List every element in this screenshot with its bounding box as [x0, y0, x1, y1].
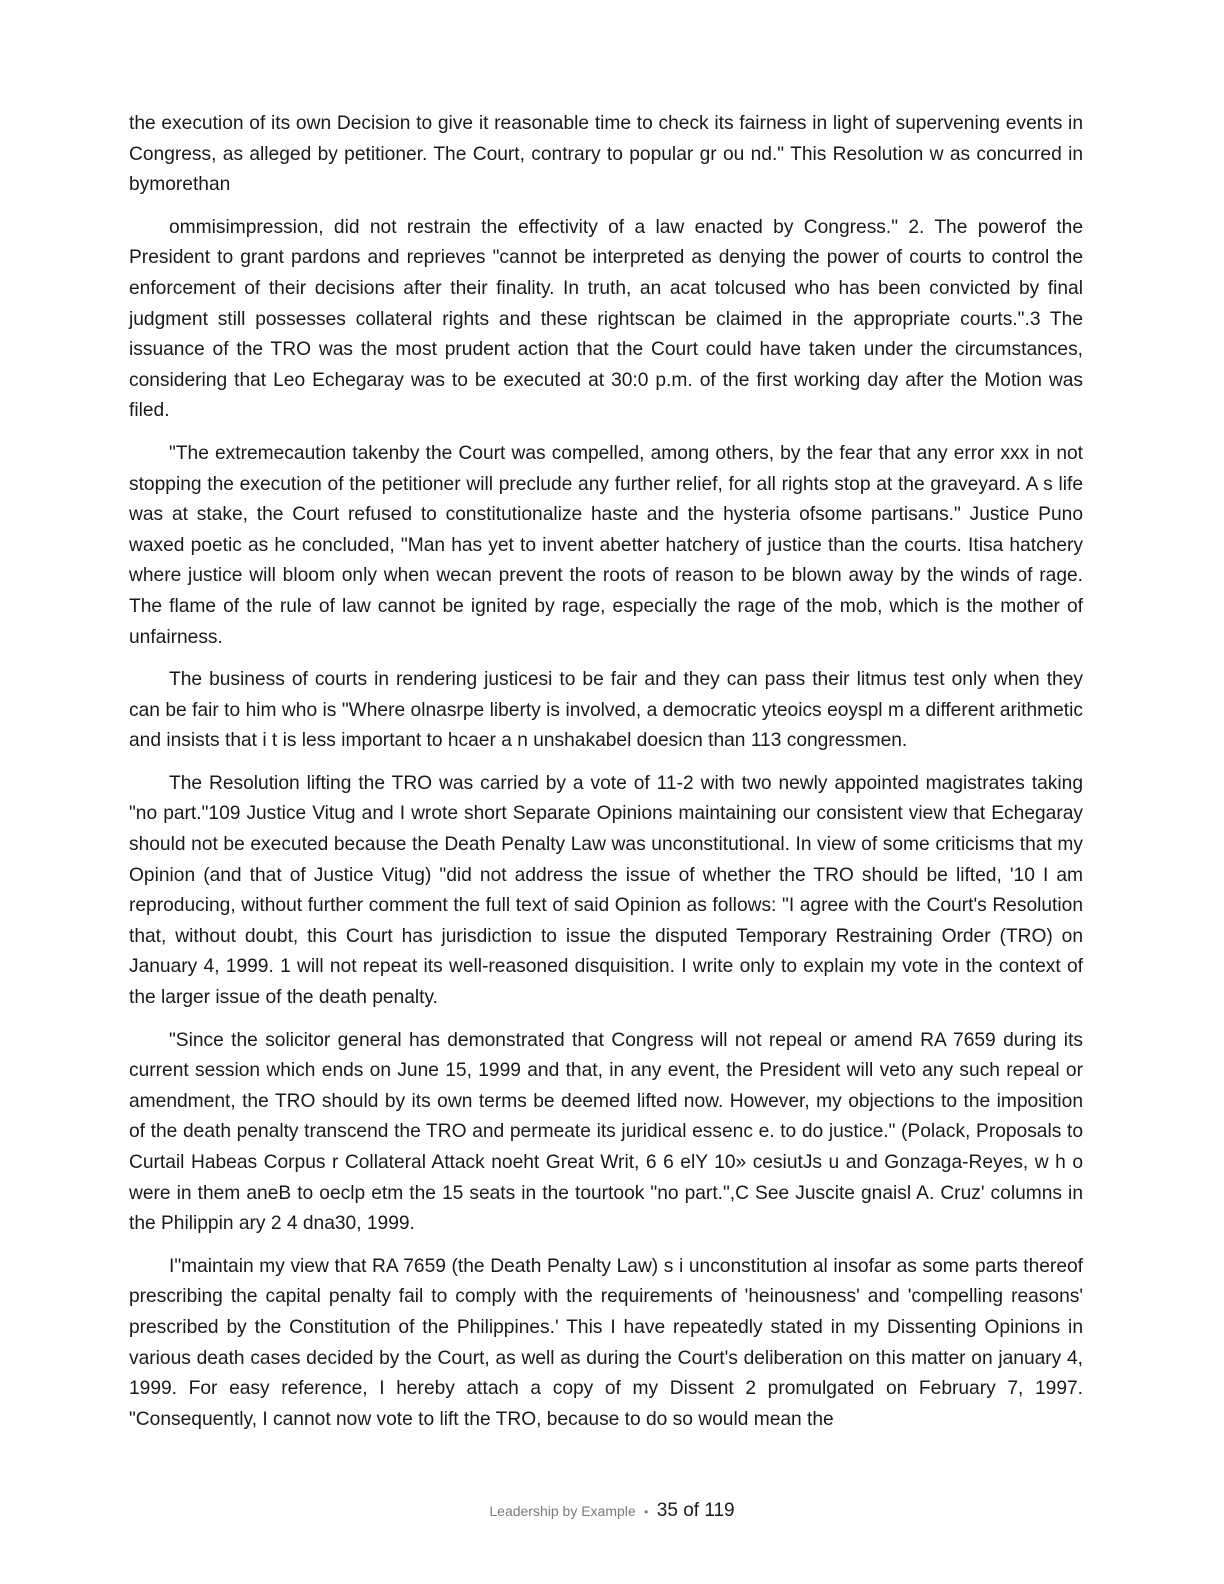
page-number: 35 of 119: [656, 1500, 735, 1521]
paragraph-7: I"maintain my view that RA 7659 (the Death Penalty Law) s i unconstitution al insofar as some parts thereof prescribing the capital penalty fail to comply with the requirements of 'heinousness' and 'compelling reasons' prescribed by the Constitution of the Philippines.' This I have repeatedly stated in my Dissenting Opinions in various death cases decided by the Court, as well as during the Court's deliberation on this matter on january 4, 1999. For easy reference, I hereby attach a copy of my Dissent 2 promulgated on February 7, 1997. "Consequently, I cannot now vote to lift the TRO, because to do so would mean the: [129, 1255, 1083, 1430]
paragraph-6: "Since the solicitor general has demonstrated that Congress will not repeal or amend RA 7659 during its current session which ends on June 15, 1999 and that, in any event, the President will veto any such repeal or amendment, the TRO should by its own terms be deemed lifted now. However, my objections to the imposition of the death penalty transcend the TRO and permeate its juridical essenc e. to do justice." (Polack, Proposals to Curtail Habeas Corpus r Collateral Attack noeht Great Writ, 6 6 elY 10» cesiutJs u and Gonzaga-Reyes, w h o were in them aneB to oeclp etm the 15 seats in the tourtook "no part.",C See Juscite gnaisl A. Cruz' columns in the Philippin ary 2 4 dna30, 1999.: [129, 1029, 1083, 1235]
paragraph-2: ommisimpression, did not restrain the effectivity of a law enacted by Congress." 2. The powerof the President to grant pardons and reprieves "cannot be interpreted as denying the power of courts to control the enforcement of their decisions after their finality. In truth, an acat tolcused who has been convicted by final judgment still possesses collateral rights and these rightscan be claimed in the appropriate courts.".3 The issuance of the TRO was the most prudent action that the Court could have taken under the circumstances, considering that Leo Echegaray was to be executed at 30:0 p.m. of the first working day after the Motion was filed.: [129, 216, 1083, 422]
paragraph-3: "The extremecaution takenby the Court was compelled, among others, by the fear that any error xxx in not stopping the execution of the petitioner will preclude any further relief, for all rights stop at the graveyard. A s life was at stake, the Court refused to constitutionalize haste and the hysteria ofsome partisans." Justice Puno waxed poetic as he concluded, "Man has yet to invent abetter hatchery of justice than the courts. Itisa hatchery where justice will bloom only when wecan prevent the roots of reason to be blown away by the winds of rage. The flame of the rule of law cannot be ignited by rage, especially the rage of the mob, which is the mother of unfairness.: [129, 442, 1083, 648]
paragraph-4: The business of courts in rendering justicesi to be fair and they can pass their litmus test only when they can be fair to him who is "Where olnasrpe liberty is involved, a democratic yteoics eoyspl m a different arithmetic and insists that i t is less important to hcaer a n unshakabel doesicn than 113 congressmen.: [129, 669, 1083, 752]
paragraph-5: The Resolution lifting the TRO was carried by a vote of 11-2 with two newly appointed magistrates taking "no part."109 Justice Vitug and I wrote short Separate Opinions maintaining our consistent view that Echegaray should not be executed because the Death Penalty Law was unconstitutional. In view of some criticisms that my Opinion (and that of Justice Vitug) "did not address the issue of whether the TRO should be lifted, '10 I am reproducing, without further comment the full text of said Opinion as follows: "I agree with the Court's Resolution that, without doubt, this Court has jurisdiction to issue the disputed Temporary Restraining Order (TRO) on January 4, 1999. 1 will not repeat its well-reasoned disquisition. I write only to explain my vote in the context of the larger issue of the death penalty.: [129, 772, 1083, 1009]
running-title: Leadership by Example: [489, 1503, 636, 1519]
footer-bullet: •: [644, 1505, 649, 1519]
page-footer: [0, 1500, 1224, 1522]
page-body: [129, 109, 1083, 1447]
paragraph-1: the execution of its own Decision to give it reasonable time to check its fairness in light of supervening events in Congress, as alleged by petitioner. The Court, contrary to popular gr ou nd." This Resolution w as concurred in bymorethan: [129, 113, 1083, 196]
